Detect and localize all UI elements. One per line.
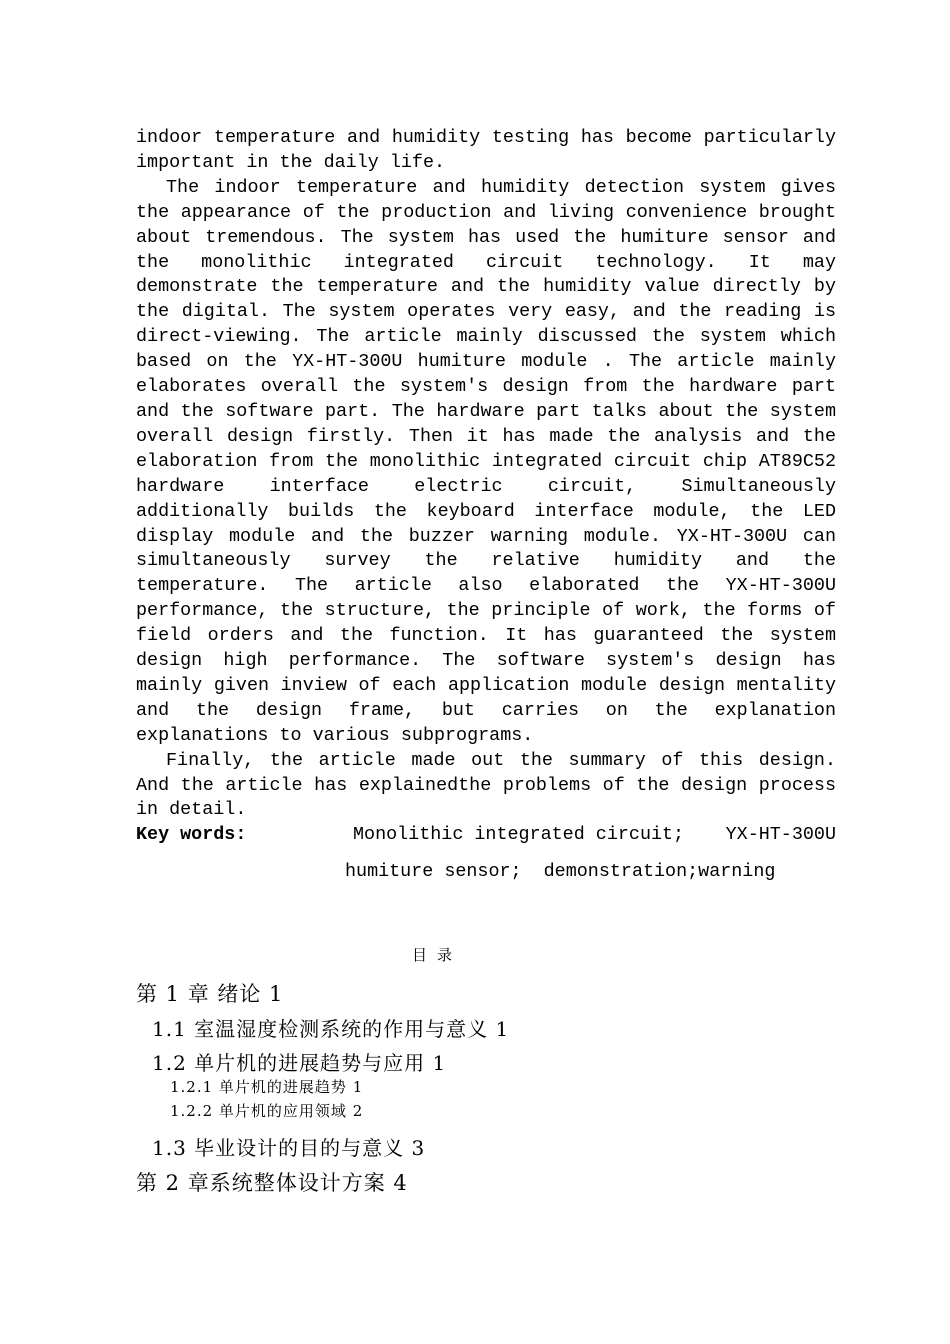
toc-entry[interactable]: 1.2.2 单片机的应用领域 2: [170, 1102, 364, 1120]
toc-entry[interactable]: 1.2 单片机的进展趋势与应用 1: [152, 1051, 447, 1075]
abstract-body: [136, 126, 836, 823]
keywords-line-1: [353, 823, 836, 848]
keyword-text: YX-HT-300U: [725, 824, 836, 845]
keywords-line-2: humiture sensor; demonstration;warning: [345, 861, 776, 882]
abstract-paragraph: Finally, the article made out the summary of this design. And the article has explainedthe problems of the design process in detail.: [136, 749, 836, 821]
abstract-paragraph: indoor temperature and humidity testing has become particularly important in the daily life.: [136, 127, 836, 173]
abstract-paragraph: The indoor temperature and humidity detection system gives the appearance of the production and living convenience brought about tremendous. The system has used the humiture sensor and the monolithic integrated circuit technology. It may demonstrate the temperature and the humidity value directly by the digital. The system operates very easy, and the reading is direct-viewing. The article mainly discussed the system which based on the YX-HT-300U humiture module . The article mainly elaborates overall the system's design from the hardware part and the software part. The hardware part talks about the system overall design firstly. Then it has made the analysis and the elaboration from the monolithic integrated circuit chip AT89C52 hardware interface electric circuit, Simultaneously additionally builds the keyboard interface module, the LED display module and the buzzer warning module. YX-HT-300U can simultaneously survey the relative humidity and the temperature. The article also elaborated the YX-HT-300U performance, the structure, the principle of work, the forms of field orders and the function. It has guaranteed the system design high performance. The software system's design has mainly given inview of each application module design mentality and the design frame, but carries on the explanation explanations to various subprograms.: [136, 176, 836, 746]
toc-entry[interactable]: 1.2.1 单片机的进展趋势 1: [170, 1078, 364, 1096]
keywords-label: Key words:: [136, 824, 247, 845]
keyword-text: Monolithic integrated circuit;: [353, 824, 685, 845]
toc-entry[interactable]: 第 1 章 绪论 1: [136, 982, 284, 1006]
toc-entry[interactable]: 1.1 室温湿度检测系统的作用与意义 1: [152, 1017, 510, 1041]
toc-title: 目录: [412, 946, 463, 964]
toc-entry[interactable]: 1.3 毕业设计的目的与意义 3: [152, 1136, 426, 1160]
toc-entry[interactable]: 第 2 章系统整体设计方案 4: [136, 1171, 408, 1195]
